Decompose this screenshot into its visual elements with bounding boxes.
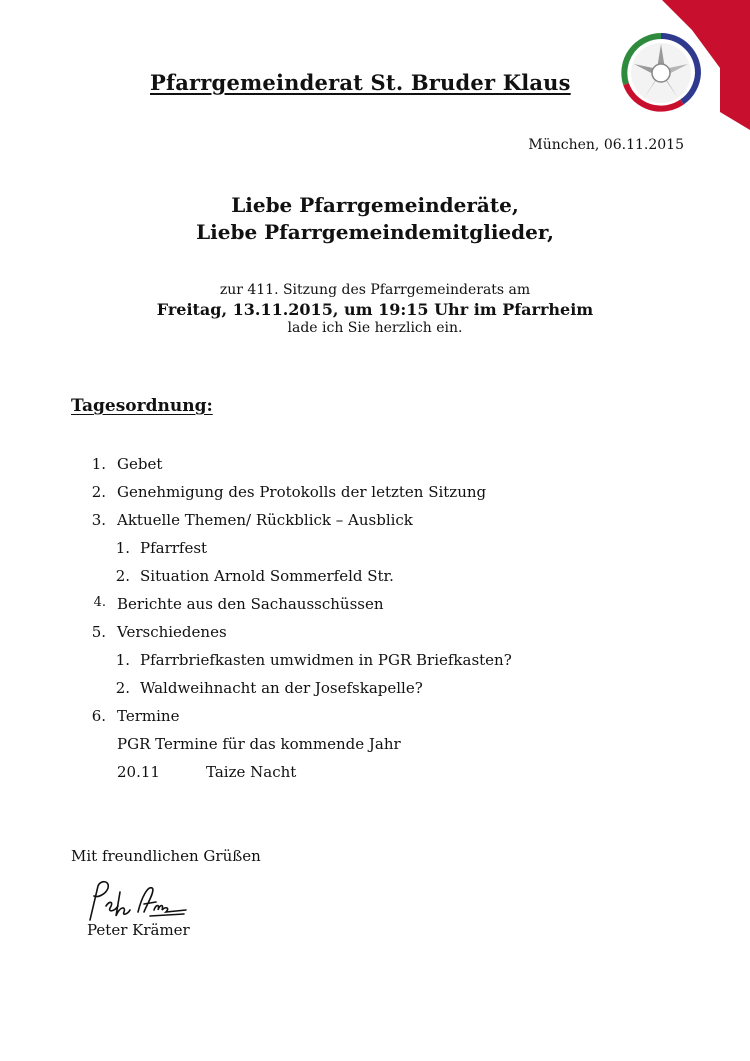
signer-name: Peter Krämer [87,921,190,939]
subitem-number: 2. [115,679,130,697]
invitation-line-1: zur 411. Sitzung des Pfarrgemeinderats am [219,282,531,298]
subitem-number: 1. [115,651,130,669]
salutation-line-2: Liebe Pfarrgemeindemitglieder, [196,220,554,244]
item-text: Genehmigung des Protokolls der letzten Sitzung [117,483,487,501]
place-date: München, 06.11.2015 [528,137,684,153]
item-text: Berichte aus den Sachausschüssen [117,595,384,613]
termine-date: 20.11 [117,763,160,781]
meeting-date-line: Freitag, 13.11.2015, um 19:15 Uhr im Pfarrheim [156,300,594,319]
item-number: 3. [91,511,106,529]
page-title: Pfarrgemeinderat St. Bruder Klaus [150,70,571,95]
item-number: 2. [91,483,106,501]
subitem-number: 2. [115,567,130,585]
item-text: Aktuelle Themen/ Rückblick – Ausblick [117,511,413,529]
subitem-number: 1. [115,539,130,557]
subitem-text: Situation Arnold Sommerfeld Str. [140,567,394,585]
item-text: Verschiedenes [117,623,227,641]
compass-rose-icon [612,32,710,114]
subitem-text: Waldweihnacht an der Josefskapelle? [140,679,423,697]
item-number: 6. [91,707,106,725]
salutation-line-1: Liebe Pfarrgemeinderäte, [231,193,519,217]
item-number: 4. [93,595,106,610]
handwritten-signature-icon [86,876,190,924]
subitem-text: Pfarrbriefkasten umwidmen in PGR Briefkasten? [140,651,512,669]
item-number: 5. [91,623,106,641]
subitem-text: Pfarrfest [140,539,208,557]
agenda-heading: Tagesordnung: [71,396,213,416]
termine-event: Taize Nacht [206,763,297,781]
invitation-line-3: lade ich Sie herzlich ein. [287,320,463,336]
item-text: Termine [117,707,180,725]
item-text: Gebet [117,455,163,473]
termine-note: PGR Termine für das kommende Jahr [117,735,401,753]
closing-text: Mit freundlichen Grüßen [71,847,261,865]
item-number: 1. [91,455,106,473]
